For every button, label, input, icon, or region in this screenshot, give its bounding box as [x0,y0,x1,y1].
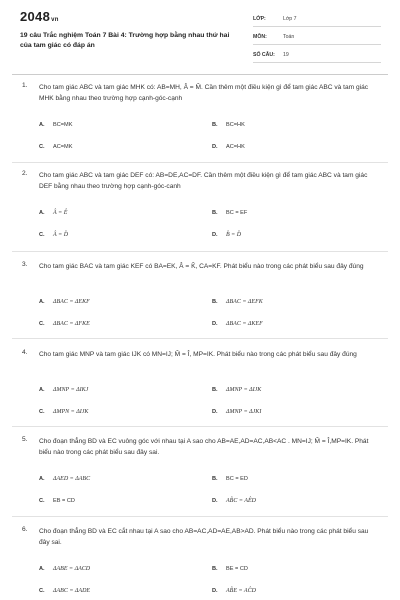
option-a[interactable]: A. ΔMNP = ΔIKJ [39,387,89,393]
meta-value: Lớp 7 [283,16,297,22]
option-d[interactable]: D. B̂ = D̂ [212,232,242,238]
option-d[interactable]: D. ΔBAC = ΔKEF [212,321,263,327]
option-c[interactable]: C. ΔMPN = ΔIJK [39,409,89,415]
option-c[interactable]: C. Â = D̂ [39,232,69,238]
site-logo[interactable]: 2048vn [20,9,59,24]
question-number: 4. [22,349,28,356]
document-title: 19 câu Trắc nghiệm Toán 7 Bài 4: Trường hợp bằng nhau thứ hai của tam giác có đáp án [20,32,230,49]
meta-key: MÔN: [253,34,267,40]
option-b[interactable]: B. BE = CD [212,566,248,572]
option-b[interactable]: B. BC = EF [212,210,248,216]
question-text: Cho tam giác MNP và tam giác IJK có MN=IJ; M̂ = Î, MP=IK. Phát biểu nào trong các phát biểu sau đây đúng [39,351,357,358]
question-text: Cho tam giác ABC và tam giác MHK có: AB=MH, Â = M̂. Cần thêm một điều kiện gì để tam giác ABC và tam giác MHK bằng nhau theo trường hợp cạnh-góc-cạnh [39,84,369,102]
question-number: 2. [22,170,28,177]
option-d[interactable]: D. AB̂E = AĈD [212,588,256,594]
option-c[interactable]: C. ΔABC = ΔADE [39,588,91,594]
option-c[interactable]: C. EB = CD [39,498,75,504]
question-number: 1. [22,82,28,89]
header-divider [12,74,388,75]
option-c[interactable]: C. ΔBAC = ΔFKE [39,321,90,327]
question-number: 3. [22,261,28,268]
question-divider [12,338,388,339]
meta-row-class [253,13,381,27]
meta-table [253,13,381,67]
option-a[interactable]: A. Â = Ê [39,210,68,216]
question-text: Cho tam giác ABC và tam giác DEF có: AB=DE,AC=DF. Cần thêm một điều kiện gì để tam giác ABC và tam giác DEF bằng nhau theo trường hợp cạnh-góc-canh [39,172,368,190]
question-text: Cho đoạn thẳng BD và EC cắt nhau tại A sao cho AB=AC,AD=AE,AB>AD. Phát biểu nào trong các phát biểu sau đây sai. [39,528,369,546]
option-a[interactable]: A. ΔBAC = ΔEKF [39,299,90,305]
page-header [0,0,400,72]
question-number: 5. [22,436,28,443]
question-divider [12,162,388,163]
option-d[interactable]: D. AB̂C = AÊD [212,498,256,504]
meta-value: 19 [283,52,289,58]
question-text: Cho đoạn thẳng BD và EC vuông góc với nhau tại A sao cho AB=AE,AD=AC,AB<AC . MN=IJ; M̂ = Î,MP=IK. Phát biểu nào trong các phát biểu sau đây sai. [39,438,369,456]
option-b[interactable]: B. BC = ED [212,476,248,482]
question-number: 6. [22,526,28,533]
option-d[interactable]: D. AC=HK [212,144,245,150]
option-a[interactable]: A. BC=MK [39,122,73,128]
question-text: Cho tam giác BAC và tam giác KEF có BA=EK, Â = K̂, CA=KF. Phát biểu nào trong các phát biểu sau đây đúng [39,263,364,270]
meta-row-subject [253,31,381,45]
meta-row-count [253,49,381,63]
question-divider [12,516,388,517]
option-a[interactable]: A. ΔAED = ΔABC [39,476,91,482]
question-divider [12,251,388,252]
option-b[interactable]: B. BC=HK [212,122,245,128]
option-b[interactable]: B. ΔBAC = ΔEFK [212,299,263,305]
meta-key: LỚP: [253,16,266,22]
option-b[interactable]: B. ΔMNP = ΔIJK [212,387,262,393]
option-d[interactable]: D. ΔMNP = ΔJKI [212,409,262,415]
option-c[interactable]: C. AC=MK [39,144,73,150]
meta-key: SỐ CÂU: [253,52,275,58]
meta-value: Toán [283,34,295,40]
question-divider [12,426,388,427]
option-a[interactable]: A. ΔABE = ΔACD [39,566,91,572]
